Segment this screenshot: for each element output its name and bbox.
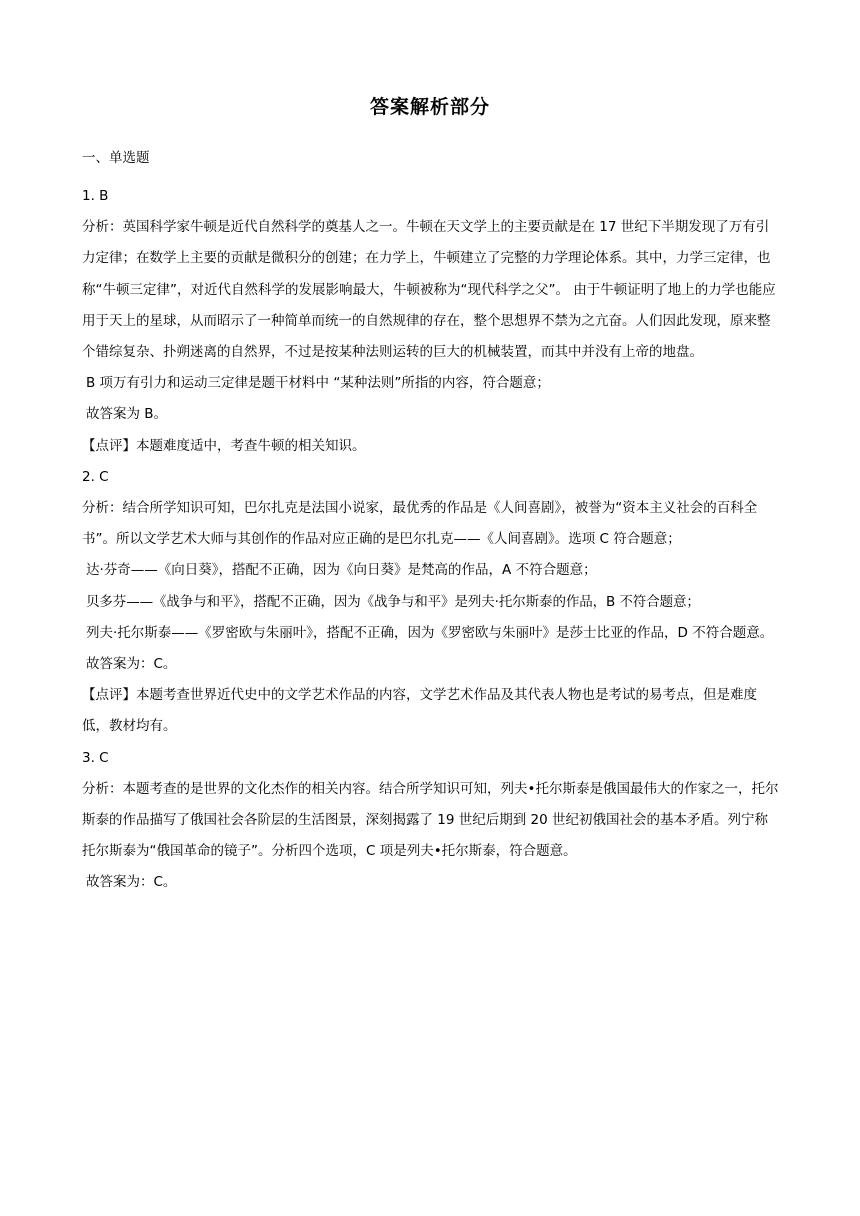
question-2-analysis: 分析：结合所学知识可知，巴尔扎克是法国小说家，最优秀的作品是《人间喜剧》，被誉为“资本主义社会的百科全书”。所以文学艺术大师与其创作的作品对应正确的是巴尔扎克——《人间喜剧》。选项 C 符合题意；	[82, 500, 758, 548]
question-2-answer: 故答案为：C。	[86, 656, 177, 673]
question-3-answer: 故答案为：C。	[86, 874, 177, 891]
question-2-option-d: 列夫·托尔斯泰——《罗密欧与朱丽叶》，搭配不正确，因为《罗密欧与朱丽叶》是莎士比亚的作品，D 不符合题意。	[86, 624, 774, 641]
question-2-number: 2. C	[82, 468, 109, 485]
question-1-answer: 故答案为 B。	[86, 406, 168, 423]
page-title: 答案解析部分	[369, 96, 490, 118]
question-2-option-b: 贝多芬——《战争与和平》，搭配不正确，因为《战争与和平》是列夫·托尔斯泰的作品，B 不符合题意；	[86, 593, 700, 610]
question-1-comment: 【点评】本题难度适中，考查牛顿的相关知识。	[82, 437, 366, 454]
question-3-number: 3. C	[82, 749, 109, 766]
question-3-analysis: 分析：本题考查的是世界的文化杰作的相关内容。结合所学知识可知，列夫•托尔斯泰是俄国最伟大的作家之一，托尔斯泰的作品描写了俄国社会各阶层的生活图景，深刻揭露了 19 世纪后期到 20 世纪初俄国社会的基本矛盾。列宁称托尔斯泰为“俄国革命的镜子”。分析四个选项，C 项是列夫•托尔斯泰，符合题意。	[82, 780, 779, 860]
question-2-comment: 【点评】本题考查世界近代史中的文学艺术作品的内容，文学艺术作品及其代表人物也是考试的易考点，但是难度低，教材均有。	[82, 687, 757, 735]
question-2-option-a: 达·芬奇——《向日葵》，搭配不正确，因为《向日葵》是梵高的作品，A 不符合题意；	[86, 562, 597, 579]
question-1-analysis: 分析：英国科学家牛顿是近代自然科学的奠基人之一。牛顿在天文学上的主要贡献是在 17 世纪下半期发现了万有引力定律；在数学上主要的贡献是微积分的创建；在力学上，牛顿建立了完整的力学理论体系。其中，力学三定律，也称“牛顿三定律”，对近代自然科学的发展影响最大，牛顿被称为“现代科学之父”。 由于牛顿证明了地上的力学也能应用于天上的星球，从而昭示了一种简单而统一的自然规律的存在，整个思想界不禁为之亢奋。人们因此发现，原来整个错综复杂、扑朔迷离的自然界，不过是按某种法则运转的巨大的机械装置，而其中并没有上帝的地盘。	[82, 219, 776, 361]
answer-content	[82, 181, 780, 899]
question-1-explanation: B 项万有引力和运动三定律是题干材料中 “某种法则”所指的内容，符合题意；	[86, 375, 550, 392]
section-heading: 一、单选题	[82, 150, 150, 166]
question-1-number: 1. B	[82, 188, 109, 204]
